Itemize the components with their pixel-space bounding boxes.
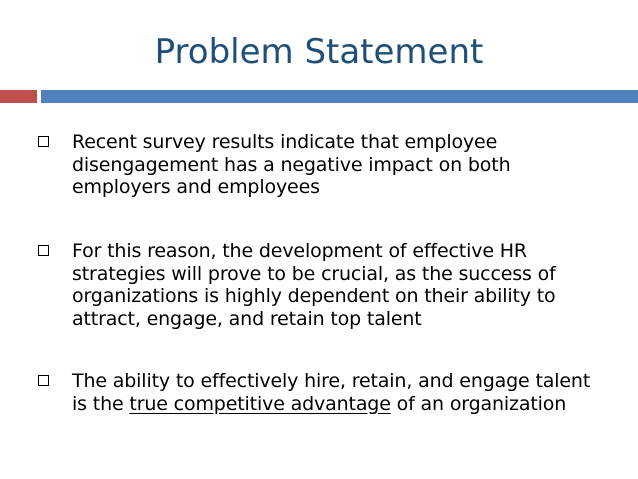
slide-title: Problem Statement — [154, 32, 484, 72]
bullet-line: For this reason, the development of effective HR — [72, 240, 527, 262]
bullet-text — [72, 370, 632, 415]
bullet-line: organizations is highly dependent on their ability to — [72, 285, 556, 307]
text-before-emphasis: is the — [72, 392, 130, 415]
text-after-emphasis: of an organization — [390, 392, 567, 415]
accent-bar-blue — [41, 90, 638, 103]
bullet-line: Recent survey results indicate that employee — [72, 131, 498, 153]
underlined-phrase: true competitive advantage — [129, 392, 391, 415]
bullet-line-with-emphasis — [72, 393, 632, 416]
bullet-line: employers and employees — [72, 176, 320, 198]
accent-bar-red — [0, 90, 37, 103]
bullet-line: The ability to effectively hire, retain, and engage talent — [72, 370, 591, 392]
checkbox-square-icon — [38, 245, 49, 256]
bullet-text — [72, 240, 632, 330]
bullet-line: disengagement has a negative impact on both — [72, 153, 511, 176]
bullet-text — [72, 131, 632, 199]
checkbox-square-icon — [38, 375, 49, 386]
checkbox-square-icon — [38, 136, 49, 147]
bullet-line: attract, engage, and retain top talent — [72, 307, 422, 330]
bullet-line: strategies will prove to be crucial, as the success of — [72, 262, 556, 285]
